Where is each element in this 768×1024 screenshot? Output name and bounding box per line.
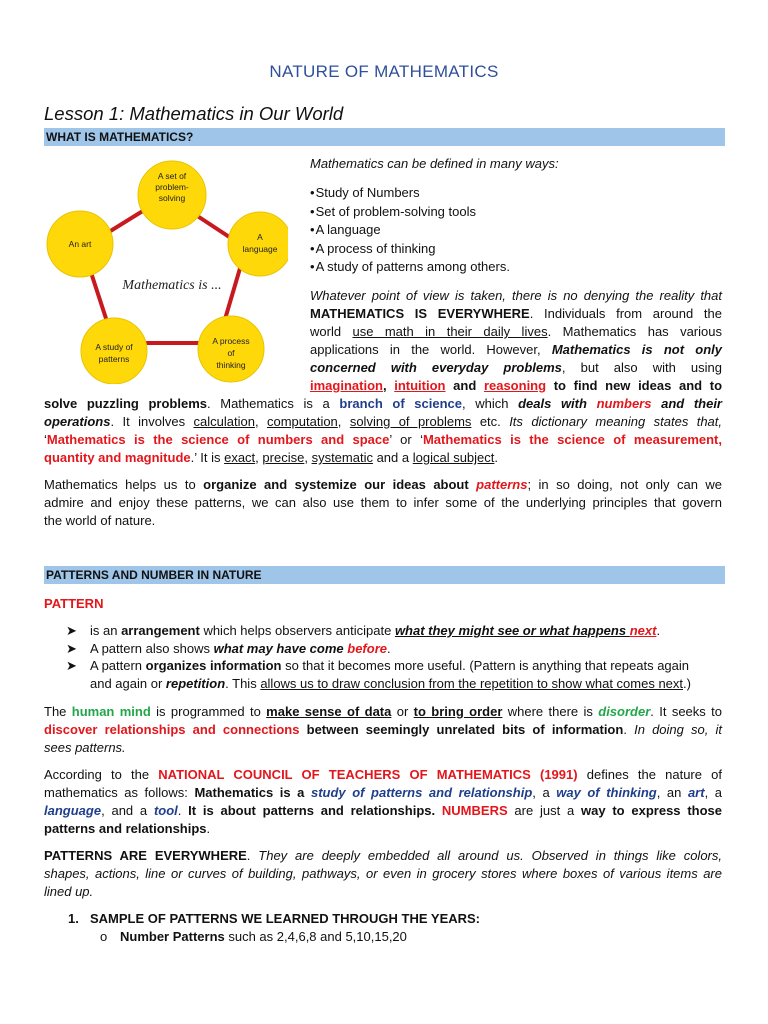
svg-text:A process: A process [212, 336, 250, 346]
numbered-item-number: 1. [68, 911, 79, 926]
para2-line-2: admire and enjoy these patterns, we can also use them to infer some of the underlying principles that govern [44, 495, 722, 510]
pattern-bullets [66, 622, 724, 692]
para1-line-9: ‘Mathematics is the science of numbers and space’ or ‘Mathematics is the science of measurement, [44, 432, 722, 447]
para1-line-6: imagination, intuition and reasoning to find new ideas and to [310, 378, 723, 393]
lesson-heading: Lesson 1: Mathematics in Our World [44, 103, 344, 124]
svg-text:patterns: patterns [98, 354, 130, 364]
list-item: • Study of Numbers [310, 184, 510, 203]
svg-text:problem-: problem- [155, 182, 189, 192]
list-item: ➤ A pattern also shows what may have come before. [66, 640, 391, 656]
sub-bullet-marker: o [100, 929, 108, 944]
definitions-intro: Mathematics can be defined in many ways: [310, 156, 559, 171]
diagram-node-study-of-patterns [81, 318, 147, 384]
diagram-node-process-of-thinking [198, 316, 264, 382]
sub-item-number-patterns: Number Patterns such as 2,4,6,8 and 5,10,15,20 [120, 929, 407, 944]
svg-text:A study of: A study of [95, 342, 133, 352]
nctm-line-4: patterns and relationships. [44, 821, 211, 836]
list-item: ➤ is an arrangement which helps observers anticipate what they might see or what happens next. [66, 623, 661, 638]
svg-text:solving: solving [158, 193, 186, 203]
section-band-what-is-math: WHAT IS MATHEMATICS? [44, 128, 725, 146]
diagram-node-problem-solving [138, 161, 206, 229]
para1-line-7: solve puzzling problems. Mathematics is a branch of science, which deals with numbers and their [44, 396, 722, 411]
svg-text:thinking: thinking [216, 360, 246, 370]
para1-line-8: operations. It involves calculation, computation, solving of problems etc. Its dictionary meaning states that, [44, 414, 723, 429]
section-band-patterns: PATTERNS AND NUMBER IN NATURE [44, 566, 725, 584]
list-item: • A language [310, 221, 510, 240]
everywhere-line-1: PATTERNS ARE EVERYWHERE. They are deeply embedded all around us. Observed in things like colors, [44, 848, 722, 863]
nctm-line-1: According to the NATIONAL COUNCIL OF TEACHERS OF MATHEMATICS (1991) defines the nature of [44, 767, 722, 782]
list-item: • Set of problem-solving tools [310, 203, 510, 222]
arrow-bullet-icon: ➤ [66, 640, 77, 656]
para1-line-2: MATHEMATICS IS EVERYWHERE. Individuals from around the [310, 306, 722, 321]
diagram-center-label: Mathematics is ... [122, 278, 222, 293]
diagram-node-art [47, 211, 113, 277]
list-item: • A process of thinking [310, 240, 510, 259]
arrow-bullet-icon: ➤ [66, 658, 77, 673]
svg-text:language: language [242, 244, 278, 254]
para1-line-1: Whatever point of view is taken, there is no denying the reality that [310, 288, 722, 303]
page-title: NATURE OF MATHEMATICS [269, 62, 499, 81]
list-item: ➤ A pattern organizes information so that it becomes more useful. (Pattern is anything that repeats again and again or repetition. This allows us to draw conclusion from the repetition to show what comes next.) [66, 658, 691, 691]
mind-line-2: discover relationships and connections between seemingly unrelated bits of information. In doing so, it [44, 722, 723, 737]
everywhere-line-2: shapes, actions, line or curves of building, pathways, or even in grocery stores where boxes of various items are [44, 866, 722, 881]
numbered-item-label: SAMPLE OF PATTERNS WE LEARNED THROUGH THE YEARS: [90, 911, 481, 926]
para2-line-1: Mathematics helps us to organize and systemize our ideas about patterns; in so doing, not only can we [44, 477, 722, 492]
everywhere-line-3: lined up. [44, 884, 94, 899]
pattern-heading: PATTERN [44, 596, 104, 611]
arrow-bullet-icon: ➤ [66, 623, 77, 638]
svg-text:of: of [227, 348, 235, 358]
list-item: • A study of patterns among others. [310, 258, 510, 277]
para1-line-3: world use math in their daily lives. Mathematics has various [310, 324, 722, 339]
mind-line-3: sees patterns. [44, 740, 126, 755]
para2-line-3: the world of nature. [44, 513, 156, 528]
nctm-line-2: mathematics as follows: Mathematics is a study of patterns and relationship, a way of thinking, an art, a [44, 785, 722, 800]
nctm-line-3: language, and a tool. It is about patterns and relationships. NUMBERS are just a way to express those [44, 803, 722, 818]
para1-line-10: quantity and magnitude.’ It is exact, precise, systematic and a logical subject. [44, 450, 499, 465]
mind-line-1: The human mind is programmed to make sense of data or to bring order where there is disorder. It seeks to [44, 704, 722, 719]
svg-text:An art: An art [68, 239, 92, 249]
para1-line-4: applications in the world. However, Mathematics is not only [310, 342, 722, 357]
diagram-node-language [228, 212, 288, 276]
svg-text:A set of: A set of [157, 171, 187, 181]
mathematics-is-diagram [44, 152, 288, 384]
definitions-list [310, 184, 510, 277]
para1-line-5: concerned with everyday problems, but also with using [310, 360, 722, 375]
svg-text:A: A [257, 232, 263, 242]
